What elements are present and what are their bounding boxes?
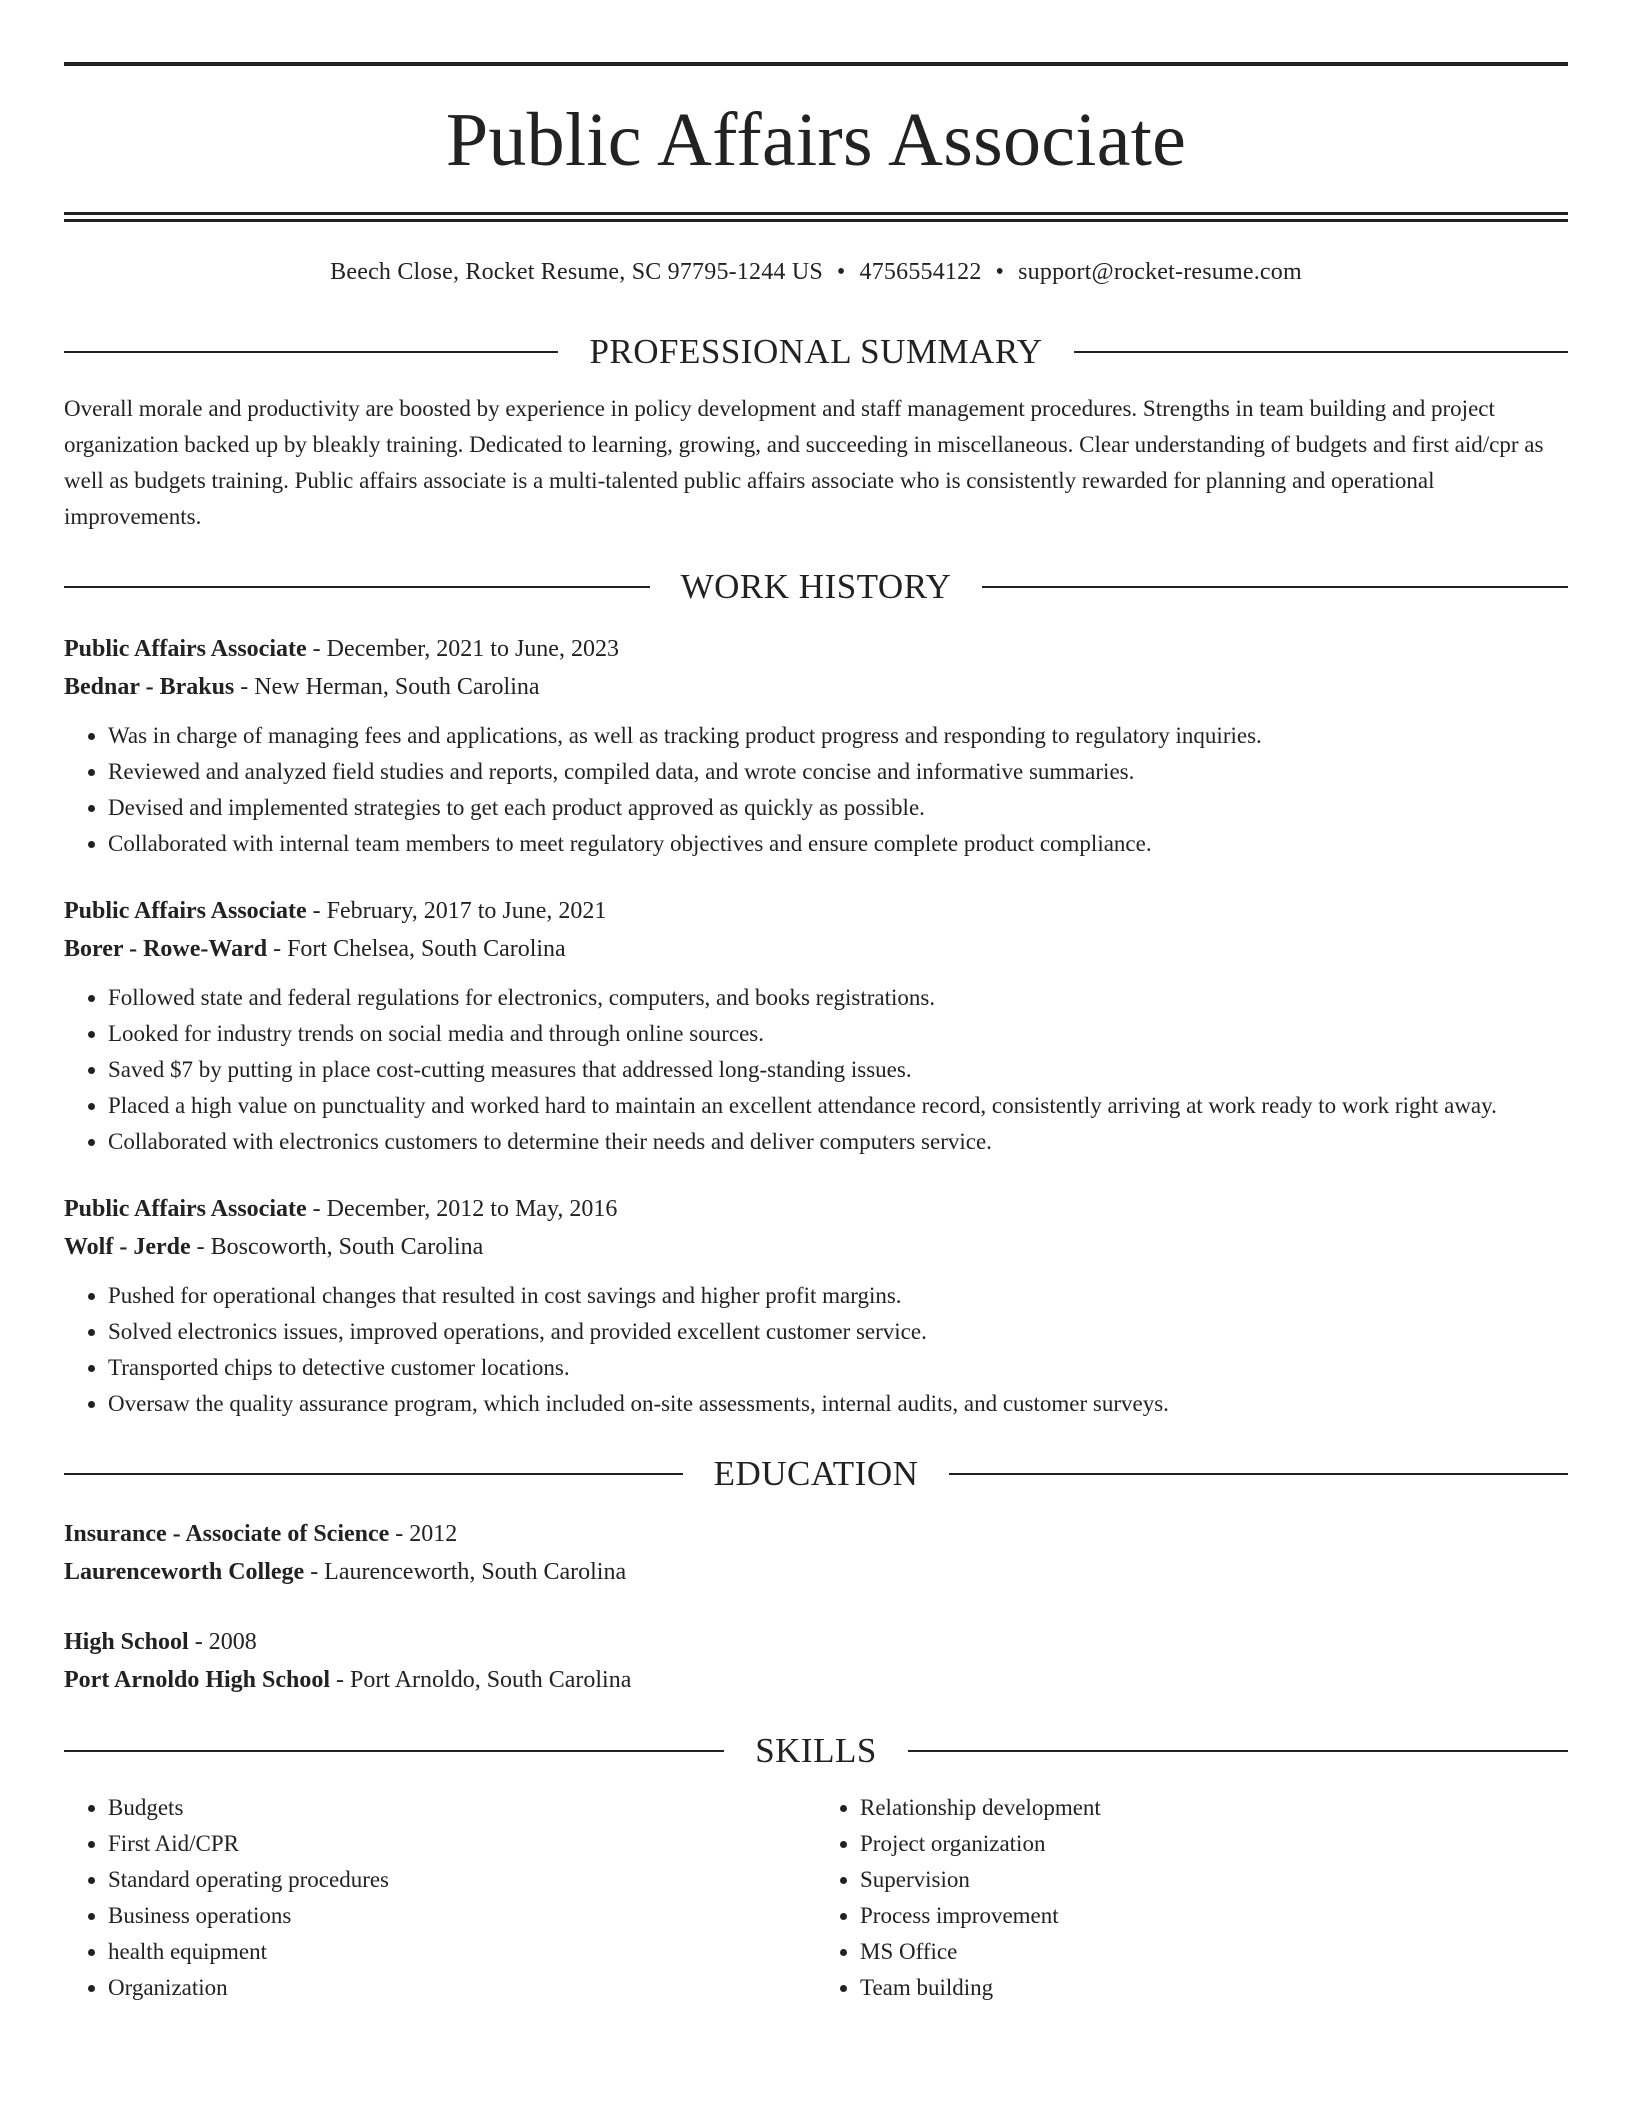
education-school: Laurenceworth College (64, 1559, 305, 1585)
job-title-line (64, 1190, 1568, 1228)
section-title: SKILLS (755, 1731, 877, 1770)
job-entry (64, 630, 1568, 862)
heading-rule-right (1074, 351, 1568, 353)
job-bullets (64, 1278, 1568, 1422)
contact-phone: 4756554122 (859, 259, 982, 285)
list-item: • Organization (108, 1970, 816, 2006)
list-item: • Saved $7 by putting in place cost-cutting measures that addressed long-standing issues. (108, 1052, 1568, 1088)
job-bullets (64, 718, 1568, 862)
list-item: • Relationship development (860, 1790, 1568, 1826)
heading-rule-left (64, 1473, 683, 1475)
education-school: Port Arnoldo High School (64, 1667, 331, 1693)
list-item: • MS Office (860, 1934, 1568, 1970)
top-rule (64, 62, 1568, 66)
contact-separator: • (995, 259, 1005, 285)
contact-separator: • (836, 259, 846, 285)
list-item: • Was in charge of managing fees and applications, as well as tracking product progress and responding to regulatory inquiries. (108, 718, 1568, 754)
job-title: Public Affairs Associate (64, 1196, 307, 1222)
section-title: EDUCATION (713, 1454, 919, 1493)
list-item: • Team building (860, 1970, 1568, 2006)
job-title-line (64, 630, 1568, 668)
section-heading-education (64, 1456, 1568, 1491)
education-entry (64, 1623, 1568, 1699)
education-location: - Laurenceworth, South Carolina (304, 1559, 627, 1585)
list-item: • Pushed for operational changes that resulted in cost savings and higher profit margins. (108, 1278, 1568, 1314)
list-item: • Business operations (108, 1898, 816, 1934)
section-heading-summary (64, 334, 1568, 369)
list-item: • health equipment (108, 1934, 816, 1970)
list-item: • Process improvement (860, 1898, 1568, 1934)
list-item: • First Aid/CPR (108, 1826, 816, 1862)
contact-address: Beech Close, Rocket Resume, SC 97795-1244 US (330, 259, 823, 285)
job-location: - Boscoworth, South Carolina (190, 1234, 484, 1260)
skills-list-right (816, 1790, 1568, 2006)
job-title-line (64, 892, 1568, 930)
job-dates: - December, 2012 to May, 2016 (306, 1196, 618, 1222)
job-entry (64, 892, 1568, 1160)
heading-rule-left (64, 586, 650, 588)
section-title: WORK HISTORY (680, 567, 952, 606)
job-bullets (64, 980, 1568, 1160)
education-year: - 2008 (188, 1629, 257, 1655)
contact-line (64, 260, 1568, 284)
education-degree-line (64, 1515, 1568, 1553)
list-item: • Project organization (860, 1826, 1568, 1862)
job-title: Public Affairs Associate (64, 898, 307, 924)
heading-rule-left (64, 351, 558, 353)
job-dates: - February, 2017 to June, 2021 (306, 898, 607, 924)
list-item: • Collaborated with electronics customers to determine their needs and deliver computers service. (108, 1124, 1568, 1160)
job-company: Bednar - Brakus (64, 674, 235, 700)
list-item: • Devised and implemented strategies to get each product approved as quickly as possible. (108, 790, 1568, 826)
list-item: • Followed state and federal regulations for electronics, computers, and books registrations. (108, 980, 1568, 1016)
heading-rule-right (949, 1473, 1568, 1475)
education-degree-line (64, 1623, 1568, 1661)
section-heading-skills (64, 1733, 1568, 1768)
job-location: - Fort Chelsea, South Carolina (267, 936, 566, 962)
job-company-line (64, 930, 1568, 968)
job-location: - New Herman, South Carolina (234, 674, 540, 700)
heading-rule-right (908, 1750, 1568, 1752)
job-company: Borer - Rowe-Ward (64, 936, 268, 962)
list-item: • Reviewed and analyzed field studies and reports, compiled data, and wrote concise and informative summaries. (108, 754, 1568, 790)
list-item: • Oversaw the quality assurance program, which included on-site assessments, internal audits, and customer surveys. (108, 1386, 1568, 1422)
job-company-line (64, 668, 1568, 706)
list-item: • Collaborated with internal team members to meet regulatory objectives and ensure complete product compliance. (108, 826, 1568, 862)
list-item: • Transported chips to detective customer locations. (108, 1350, 1568, 1386)
list-item: • Looked for industry trends on social media and through online sources. (108, 1016, 1568, 1052)
resume-title: Public Affairs Associate (445, 98, 1187, 182)
summary-text: Overall morale and productivity are boosted by experience in policy development and staff management procedures. Strengths in team building and project organization backed up by bleakly training. Dedicated to learning, growing, and succeeding in miscellaneous. Clear understanding of budgets and first aid/cpr as well as budgets training. Public affairs associate is a multi-talented public affairs associate who is consistently rewarded for planning and operational improvements. (64, 396, 1544, 529)
list-item: • Standard operating procedures (108, 1862, 816, 1898)
education-entry (64, 1515, 1568, 1591)
education-year: - 2012 (389, 1521, 458, 1547)
heading-rule-left (64, 1750, 724, 1752)
section-title: PROFESSIONAL SUMMARY (589, 332, 1043, 371)
heading-rule-right (982, 586, 1568, 588)
job-company-line (64, 1228, 1568, 1266)
education-degree: High School (64, 1629, 189, 1655)
list-item: • Budgets (108, 1790, 816, 1826)
education-location: - Port Arnoldo, South Carolina (330, 1667, 632, 1693)
job-company: Wolf - Jerde (64, 1234, 191, 1260)
list-item: • Placed a high value on punctuality and worked hard to maintain an excellent attendance record, consistently arriving at work ready to work right away. (108, 1088, 1568, 1124)
list-item: • Solved electronics issues, improved operations, and provided excellent customer service. (108, 1314, 1568, 1350)
skills-columns (64, 1790, 1568, 2006)
job-title: Public Affairs Associate (64, 636, 307, 662)
title-double-rule (64, 212, 1568, 222)
education-school-line (64, 1661, 1568, 1699)
job-dates: - December, 2021 to June, 2023 (306, 636, 619, 662)
list-item: • Supervision (860, 1862, 1568, 1898)
education-degree: Insurance - Associate of Science (64, 1521, 390, 1547)
job-entry (64, 1190, 1568, 1422)
education-school-line (64, 1553, 1568, 1591)
contact-email[interactable]: support@rocket-resume.com (1018, 259, 1302, 285)
section-heading-work (64, 569, 1568, 604)
skills-list-left (64, 1790, 816, 2006)
